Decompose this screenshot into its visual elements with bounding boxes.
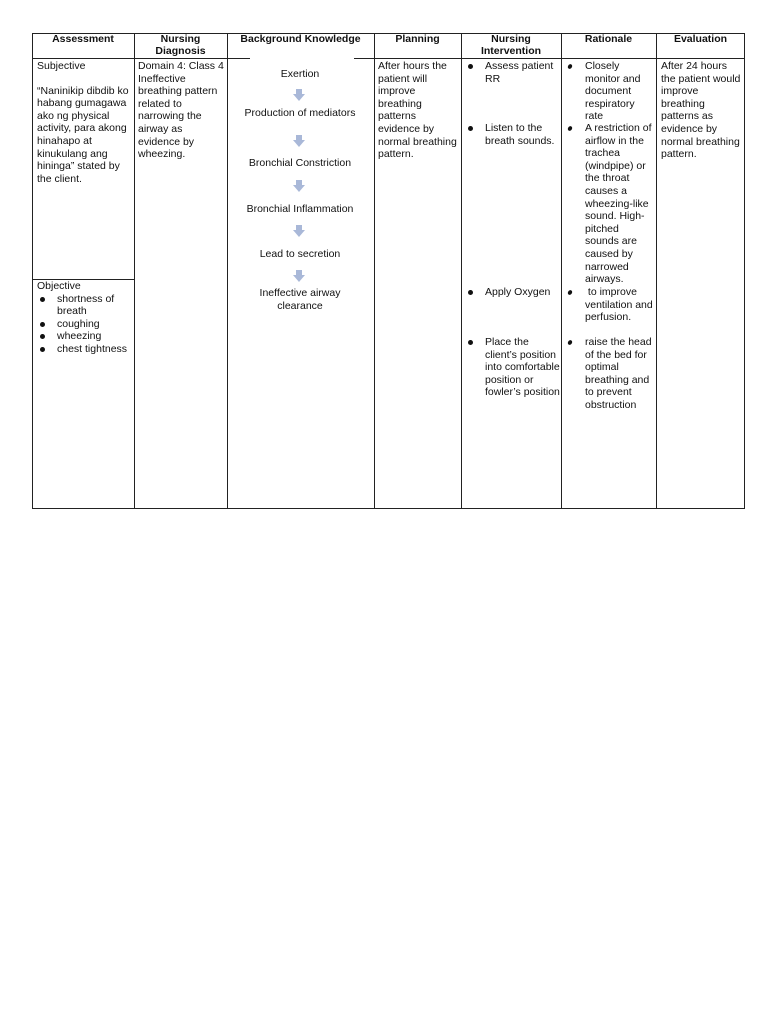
rationale-list <box>565 336 655 412</box>
objective-label: Objective <box>37 280 81 292</box>
header-assessment: Assessment <box>52 33 114 45</box>
objective-list <box>37 293 132 356</box>
header-evaluation: Evaluation <box>673 33 728 45</box>
intervention-item: Assess patient RR <box>465 60 561 85</box>
column-border <box>134 33 135 509</box>
rationale-cell <box>561 33 656 509</box>
down-arrow-icon <box>293 180 305 192</box>
down-arrow-icon <box>293 225 305 237</box>
objective-item: coughing <box>37 318 132 331</box>
intervention-item: Place the client’s position into comfortable position or fowler’s position <box>465 336 561 399</box>
intervention-item: Listen to the breath sounds. <box>465 122 561 147</box>
header-background-knowledge: Background Knowledge <box>240 33 361 45</box>
column-border <box>744 33 745 509</box>
evaluation-cell: After 24 hours the patient would improve breathing patterns as evidence by normal breathing pattern. <box>661 60 741 161</box>
objective-item: wheezing <box>37 330 132 343</box>
diagnosis-statement: Ineffective breathing pattern related to narrowing the airway as evidence by wheezing. <box>138 72 218 161</box>
down-arrow-icon <box>293 270 305 282</box>
subjective-quote: “Naninikip dibdib ko habang gumagawa ako ng physical activity, para akong hinahapo at kinukulang ang hininga” stated by the client. <box>37 84 129 185</box>
planning-cell: After hours the patient will improve breathing patterns evidence by normal breathing pattern. <box>378 60 457 161</box>
flow-step: Exertion <box>280 68 320 80</box>
objective-item: shortness of breath <box>37 293 132 318</box>
column-border <box>374 33 375 509</box>
nursing-intervention-cell <box>461 33 561 509</box>
rationale-list <box>565 122 655 286</box>
rationale-item: A restriction of airflow in the trachea (windpipe) or the throat causes a wheezing-like sound. High-pitched sounds are caused by narrowed airways. <box>565 122 655 286</box>
intervention-list <box>465 336 561 399</box>
diagnosis-domain: Domain 4: Class 4 <box>138 60 224 72</box>
intervention-list <box>465 286 561 299</box>
column-border <box>32 33 33 509</box>
intervention-list <box>465 122 561 147</box>
rationale-item: raise the head of the bed for optimal breathing and to prevent obstruction <box>565 336 655 412</box>
header-planning: Planning <box>395 33 440 45</box>
header-nursing-intervention: Nursing Intervention <box>480 33 542 57</box>
objective-item: chest tightness <box>37 343 132 356</box>
pathophysiology-flowchart <box>227 33 374 509</box>
rationale-list <box>565 60 655 123</box>
rationale-list <box>565 286 655 324</box>
rationale-item: to improve ventilation and perfusion. <box>565 286 655 324</box>
down-arrow-icon <box>293 135 305 147</box>
flow-step: Production of mediators <box>244 107 356 119</box>
flow-step: Bronchial Constriction <box>248 157 352 169</box>
down-arrow-icon <box>293 89 305 101</box>
intervention-item: Apply Oxygen <box>465 286 561 299</box>
header-divider <box>32 58 250 59</box>
assessment-subjective <box>37 60 132 185</box>
subjective-label: Subjective <box>37 60 86 72</box>
flow-step: Lead to secretion <box>259 248 341 260</box>
flow-step: Ineffective airway clearance <box>259 287 341 312</box>
assessment-objective <box>37 280 132 356</box>
rationale-item: Closely monitor and document respiratory rate <box>565 60 655 123</box>
nursing-diagnosis-cell <box>138 60 224 161</box>
nursing-care-plan-table <box>32 33 745 509</box>
header-rationale: Rationale <box>584 33 633 45</box>
intervention-list <box>465 60 561 85</box>
header-nursing-diagnosis: Nursing Diagnosis <box>155 33 206 57</box>
column-border <box>656 33 657 509</box>
flow-step: Bronchial Inflammation <box>246 203 354 215</box>
